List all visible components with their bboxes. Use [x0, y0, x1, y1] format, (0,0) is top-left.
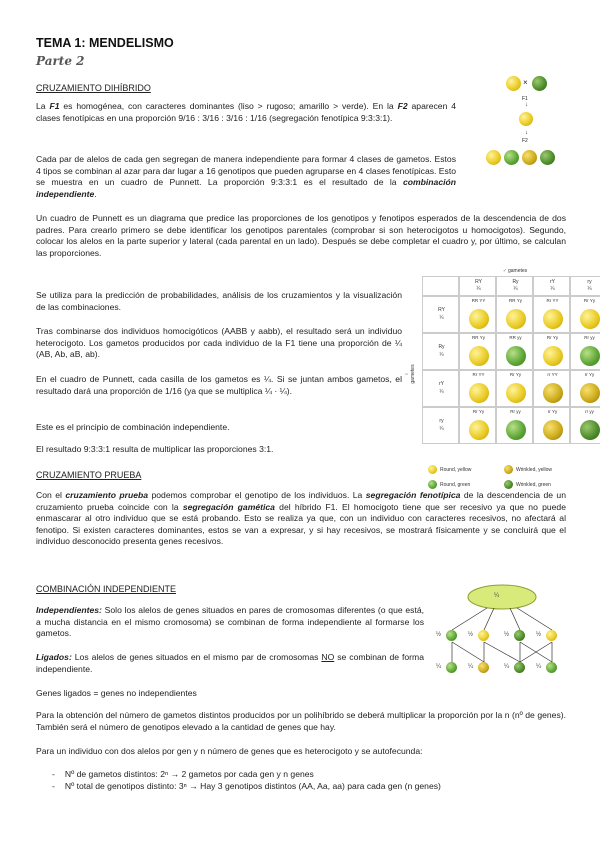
legend-swatch-round-green [428, 480, 437, 489]
punnett-cell [459, 333, 496, 370]
arrow-down-icon: ↓ [525, 130, 528, 136]
punnett-cell [533, 407, 570, 444]
punnett-col-header [459, 276, 496, 296]
row-allele: rY [439, 381, 444, 388]
pea-cell-icon [469, 346, 489, 366]
independiente-bullet-list [52, 768, 572, 792]
punnett-col-header [533, 276, 570, 296]
dihibrido-paragraph-5: Tras combinarse dos individuos homocigóticos (AABB y aabb), el resultado será un individuo heterocigoto. Los gametos producidos por cada individuo de la F1 tiene una proporción de ¼ (AB, Ab, aB, ab). [36, 326, 402, 360]
independiente-paragraph-5: Para un individuo con dos alelos por gen y n número de genes que es heterocigoto y se autofecunda: [36, 746, 423, 756]
punnett-row-header [422, 407, 459, 444]
punnett-cell [496, 333, 533, 370]
pea-round-yellow [478, 630, 489, 641]
row-allele: RY [438, 307, 445, 314]
punnett-cell [459, 370, 496, 407]
pea-cell-icon [543, 346, 563, 366]
pea-round-green [446, 662, 457, 673]
punnett-cell [496, 370, 533, 407]
cell-genotype: Rr YY [546, 298, 559, 304]
punnett-top-caption: ♂ gametes [502, 268, 528, 274]
pea-cell-icon [506, 309, 526, 329]
punnett-corner [422, 276, 459, 296]
cross-symbol: × [523, 78, 528, 87]
pea-cell-icon [543, 309, 563, 329]
dihibrido-paragraph-7: Este es el principio de combinación independiente. [36, 422, 230, 432]
col-fraction: ¼ [550, 286, 555, 292]
pea-cell-icon [580, 383, 600, 403]
dihibrido-paragraph-8: El resultado 9:3:3:1 resulta de multiplicar las proporciones 3:1. [36, 444, 274, 454]
list-item: - Nº total de genotipos distinto: 3ⁿ → Hay 3 genotipos distintos (AA, Aa, aa) para cada gen (n genes) [52, 781, 441, 791]
punnett-col-header [570, 276, 600, 296]
pea-cell-icon [580, 309, 600, 329]
branch-bottom-fraction: ¼ [468, 664, 474, 670]
pea-wrinkled-green [532, 76, 547, 91]
pea-cell-icon [506, 383, 526, 403]
independiente-paragraph-2: Ligados: Los alelos de genes situados en el mismo par de cromosomas NO se combinan de forma independiente. [36, 652, 424, 674]
dihibrido-paragraph-4: Se utiliza para la predicción de probabilidades, análisis de los cruzamientos y la visualización de las combinaciones. [36, 290, 402, 312]
row-fraction: ¼ [439, 315, 444, 322]
punnett-legend [426, 464, 576, 496]
cell-genotype: Rr YY [472, 372, 485, 378]
punnett-square-figure [404, 268, 596, 498]
dihibrido-paragraph-3: Un cuadro de Punnett es un diagrama que predice las proporciones de los genotipos y fenotipos esperados de la descendencia de dos padres. Para crearlo primero se debe identificar los genotipos parentales (comprobar si son heterocigotos u homocigotos). Segundo, colocar los alelos en la parte superior y lateral (cada parental en un lado). Después se debe completar el cuadro y, por último, se calculan las proporciones. [36, 213, 566, 258]
branch-bottom-fraction: ¼ [436, 664, 442, 670]
cell-genotype: Rr Yy [546, 335, 559, 341]
dihibrido-paragraph-2: Cada par de alelos de cada gen segregan de manera independiente para formar 4 clases de gametos. Estos 4 tipos se combinan al azar para dar lugar a 16 genotipos que pueden agruparse en 4 clases fenotípicas. Esto se muestra en un cuadro de Punnett. La proporción 9:3:3:1 es el resultado de la combinación independiente. [36, 154, 456, 199]
legend-swatch-wrinkled-green [504, 480, 513, 489]
row-fraction: ¼ [439, 352, 444, 359]
independiente-paragraph-4: Para la obtención del número de gametos distintos producidos por un polihíbrido se deberá multiplicar la proporción por la n (nº de genes). También será el número de genotipos elevado a la cantidad de genes que hay. [36, 710, 566, 732]
legend-label: Round, yellow [440, 467, 472, 473]
pea-round-green [446, 630, 457, 641]
col-allele: rY [550, 279, 555, 285]
branch-bottom-fraction: ¼ [504, 664, 510, 670]
pea-cell-icon [506, 420, 526, 440]
col-allele: Ry [512, 279, 519, 285]
pea-cell-icon [580, 420, 600, 440]
page-title: TEMA 1: MENDELISMO [36, 36, 174, 50]
punnett-cell [533, 370, 570, 407]
section-heading-prueba: CRUZAMIENTO PRUEBA [36, 470, 142, 480]
pea-wrinkled-green [514, 662, 525, 673]
legend-label: Wrinkled, yellow [516, 467, 553, 473]
independiente-paragraph-1: Independientes: Solo los alelos de genes situados en pares de cromosomas diferentes (o que está, a mucha distancia en el mismo cromosoma) se combinan de forma independiente al formarse los gametos. [36, 605, 424, 639]
punnett-cell [459, 407, 496, 444]
pea-cell-icon [506, 346, 526, 366]
col-fraction: ¼ [513, 286, 518, 292]
page-subtitle: Parte 2 [36, 54, 85, 68]
section-heading-dihibrido: CRUZAMIENTO DIHÍBRIDO [36, 83, 151, 93]
f2-label: F2 [522, 138, 528, 144]
col-allele: RY [475, 279, 482, 285]
pea-round-green [504, 150, 519, 165]
col-fraction: ¼ [587, 286, 592, 292]
pea-wrinkled-yellow [478, 662, 489, 673]
punnett-cell [459, 296, 496, 333]
branch-mid-fraction: ½ [436, 632, 442, 638]
pea-f1-yellow [519, 112, 533, 126]
punnett-col-header [496, 276, 533, 296]
legend-swatch-wrinkled-yellow [504, 465, 513, 474]
punnett-row-header [422, 370, 459, 407]
punnett-row-header [422, 333, 459, 370]
pea-cell-icon [543, 420, 563, 440]
cell-genotype: Rr yy [510, 409, 521, 415]
cell-genotype: Rr Yy [509, 372, 522, 378]
punnett-cell [496, 407, 533, 444]
f1-label: F1 [522, 96, 528, 102]
cell-genotype: RR YY [471, 298, 486, 304]
legend-label: Wrinkled, green [516, 482, 551, 488]
punnett-cell [570, 370, 600, 407]
pea-round-yellow [486, 150, 501, 165]
pea-cell-icon [469, 309, 489, 329]
branch-mid-fraction: ½ [504, 632, 510, 638]
branch-mid-fraction: ½ [536, 632, 542, 638]
prueba-paragraph-1: Con el cruzamiento prueba podemos comprobar el genotipo de los individuos. La segregación fenotípica de la descendencia de un cruzamiento prueba coincide con la segregación gamética del híbrido F1. El homocigoto tiene que ser recesivo ya que no puede enmascarar al otro individuo que se está probando. Esto se realiza ya que, con un individuo con caracteres recesivos, no afectará al fenotipo. Si existen caracteres dominantes, estos se van a expresar, y si hay recesivos, se mostrará físicamente y se concluirá que el individuo desconocido presenta genes recesivos. [36, 490, 566, 547]
cell-genotype: rr YY [547, 372, 558, 378]
cell-genotype: rr Yy [584, 372, 595, 378]
pea-cell-icon [543, 383, 563, 403]
col-allele: ry [587, 279, 592, 285]
row-fraction: ¼ [439, 389, 444, 396]
row-allele: Ry [438, 344, 445, 351]
pea-round-yellow [546, 630, 557, 641]
branch-mid-fraction: ½ [468, 632, 474, 638]
cell-genotype: RR Yy [509, 298, 522, 304]
list-item: - Nº de gametos distintos: 2ⁿ → 2 gametos por cada gen y n genes [52, 769, 314, 779]
punnett-cell [496, 296, 533, 333]
pea-wrinkled-green [540, 150, 555, 165]
punnett-cell [570, 407, 600, 444]
legend-label: Round, green [440, 482, 471, 488]
pea-round-green [546, 662, 557, 673]
cell-genotype: rr Yy [547, 409, 558, 415]
pea-wrinkled-green [514, 630, 525, 641]
branch-bottom-fraction: ¼ [536, 664, 542, 670]
legend-swatch-round-yellow [428, 465, 437, 474]
pea-cell-icon [469, 420, 489, 440]
branch-top-fraction: ¼ [494, 593, 500, 599]
punnett-row-header [422, 296, 459, 333]
punnett-cell [533, 333, 570, 370]
pea-wrinkled-yellow [522, 150, 537, 165]
punnett-cell [533, 296, 570, 333]
punnett-side-caption: ♀ gametes [404, 364, 416, 384]
dihibrido-paragraph-6: En el cuadro de Punnett, cada casilla de los gametos es ¼. Si se juntan ambos gametos, el resultado dará una proporción de 1/16 (ya que se multiplica ¼ · ¼). [36, 374, 402, 396]
dihibrido-paragraph-1: La F1 es homogénea, con caracteres dominantes (liso > rugoso; amarillo > verde). En la F2 aparecen 4 clases fenotípicas en una proporción 9/16 : 3/16 : 3/16 : 1/16 (segregación fenotípica 9:3:3:1). [36, 101, 457, 123]
arrow-down-icon: ↓ [525, 102, 528, 108]
punnett-cell [570, 333, 600, 370]
punnett-cell [570, 296, 600, 333]
cell-genotype: rr yy [585, 409, 594, 415]
cell-genotype: RR yy [509, 335, 522, 341]
pea-round-yellow [506, 76, 521, 91]
independent-assortment-diagram [432, 582, 574, 682]
section-heading-independiente: COMBINACIÓN INDEPENDIENTE [36, 584, 177, 594]
row-fraction: ¼ [439, 426, 444, 433]
row-allele: ry [439, 418, 444, 425]
independiente-paragraph-3: Genes ligados = genes no independientes [36, 688, 197, 698]
cell-genotype: Rr Yy [472, 409, 485, 415]
cell-genotype: RR Yy [472, 335, 485, 341]
col-fraction: ¼ [476, 286, 481, 292]
pea-cell-icon [580, 346, 600, 366]
cell-genotype: Rr Yy [583, 298, 596, 304]
pea-cross-figure [480, 68, 570, 178]
pea-cell-icon [469, 383, 489, 403]
cell-genotype: Rr yy [584, 335, 595, 341]
